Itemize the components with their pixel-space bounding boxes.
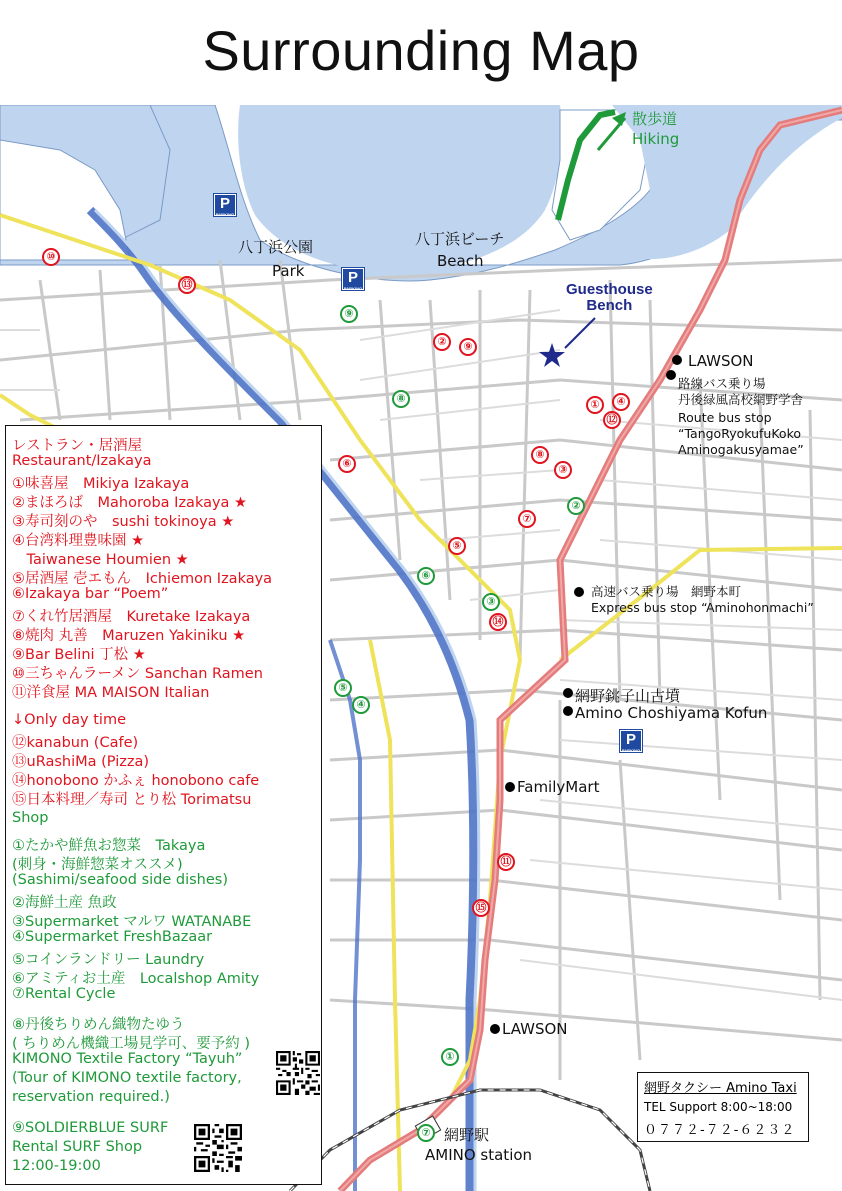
- shop-marker-2[interactable]: ②: [567, 497, 585, 515]
- parking-icon: P PARKING: [621, 731, 641, 753]
- shop8-line: ( ちりめん機織工場見学可、要予約 ): [12, 1036, 251, 1052]
- bus-stop-label-en3: Aminogakusyamae”: [678, 442, 804, 457]
- taxi-name: 網野タクシー Amino Taxi: [644, 1081, 797, 1096]
- daytime-item: ⑭honobono かふぇ honobono cafe: [12, 773, 260, 789]
- parking-icon: P PARKING: [215, 195, 235, 217]
- shop-item: ②海鮮土産 魚政: [12, 895, 117, 911]
- familymart-label: FamilyMart: [517, 778, 600, 796]
- daytime-heading: ↓Only day time: [12, 712, 127, 728]
- shop-heading: Shop: [12, 810, 49, 826]
- restaurant-marker-4[interactable]: ④: [612, 393, 630, 411]
- shop-marker-3[interactable]: ③: [482, 593, 500, 611]
- restaurant-marker-14[interactable]: ⑭: [489, 613, 507, 631]
- restaurant-marker-3[interactable]: ③: [554, 461, 572, 479]
- restaurant-marker-2[interactable]: ②: [433, 333, 451, 351]
- taxi-phone[interactable]: ０７７２-７２-６２３２: [644, 1123, 796, 1138]
- qr-code-icon[interactable]: [194, 1124, 242, 1172]
- taxi-info-box: [637, 1072, 809, 1142]
- guesthouse-label-line1: Guesthouse: [566, 281, 653, 298]
- shop-marker-7[interactable]: ⑦: [417, 1124, 435, 1142]
- station-label-en: AMINO station: [425, 1146, 533, 1164]
- restaurant-item: ⑩三ちゃんラーメン Sanchan Ramen: [12, 666, 263, 682]
- express-bus-label-jp: 高速バス乗り場 網野本町: [591, 584, 742, 599]
- guesthouse-label: [566, 282, 653, 314]
- restaurant-item: ⑧焼肉 丸善 Maruzen Yakiniku ★: [12, 628, 246, 644]
- shop8-line: ⑧丹後ちりめん織物たゆう: [12, 1017, 185, 1033]
- qr-code-icon[interactable]: [276, 1051, 320, 1095]
- beach-label-jp: 八丁浜ビーチ: [415, 230, 505, 248]
- restaurant-item: ②まほろば Mahoroba Izakaya ★: [12, 495, 248, 511]
- park-label-en: Park: [272, 262, 305, 280]
- kofun-label-en: Amino Choshiyama Kofun: [575, 704, 768, 722]
- station-label-jp: 網野駅: [444, 1126, 490, 1144]
- shop-item: ③Supermarket マルワ WATANABE: [12, 914, 252, 930]
- shop-marker-9[interactable]: ⑨: [340, 305, 358, 323]
- shop9-line: ⑨SOLDIERBLUE SURF: [12, 1120, 169, 1136]
- daytime-item: ⑫kanabun (Cafe): [12, 735, 139, 751]
- shop-item: ⑤コインランドリー Laundry: [12, 952, 205, 968]
- lawson-label: LAWSON: [502, 1020, 568, 1038]
- restaurant-marker-12[interactable]: ⑫: [603, 411, 621, 429]
- shop-marker-1[interactable]: ①: [441, 1048, 459, 1066]
- shop8-line: reservation required.): [12, 1089, 170, 1105]
- restaurant-item: ⑥Izakaya bar “Poem”: [12, 586, 169, 602]
- kofun-dot: [563, 706, 573, 716]
- lawson-dot: [490, 1024, 500, 1034]
- guesthouse-label-line2: Bench: [586, 297, 633, 314]
- bus-stop-label-jp2: 丹後緑風高校網野学舎: [678, 392, 804, 407]
- lawson-dot: [672, 355, 682, 365]
- bus-stop-dot: [666, 370, 676, 380]
- express-bus-dot: [574, 587, 584, 597]
- hiking-label-jp: 散歩道: [632, 110, 678, 128]
- shop9-line: 12:00-19:00: [12, 1158, 101, 1174]
- shop-item: (Sashimi/seafood side dishes): [12, 872, 229, 888]
- bus-stop-label-en2: “TangoRyokufuKoko: [678, 426, 802, 441]
- parking-icon: P PARKING: [343, 269, 363, 291]
- restaurant-item: ①味喜屋 Mikiya Izakaya: [12, 476, 190, 492]
- familymart-dot: [505, 782, 515, 792]
- restaurant-item: ⑤居酒屋 壱エもん Ichiemon Izakaya: [12, 571, 273, 587]
- shop-item: ⑥アミティお土産 Localshop Amity: [12, 971, 260, 987]
- shop-marker-5[interactable]: ⑤: [334, 679, 352, 697]
- hiking-label-en: Hiking: [632, 130, 680, 148]
- page-title: Surrounding Map: [202, 19, 640, 82]
- restaurant-marker-6[interactable]: ⑥: [338, 455, 356, 473]
- kofun-dot: [563, 688, 573, 698]
- shop9-line: Rental SURF Shop: [12, 1139, 143, 1155]
- restaurant-marker-13[interactable]: ⑬: [178, 276, 196, 294]
- restaurant-heading-en: Restaurant/Izakaya: [12, 453, 152, 469]
- shop-item: ⑦Rental Cycle: [12, 986, 116, 1002]
- shop-item: ①たかや鮮魚お惣菜 Takaya: [12, 838, 206, 854]
- restaurant-heading-jp: レストラン・居酒屋: [12, 438, 143, 454]
- shop8-line: KIMONO Textile Factory “Tayuh”: [12, 1051, 243, 1067]
- express-bus-label-en: Express bus stop “Aminohonmachi”: [591, 600, 814, 615]
- restaurant-item: ③寿司刻のや sushi tokinoya ★: [12, 514, 235, 530]
- legend-panel: [5, 425, 322, 1185]
- bus-stop-label-jp1: 路線バス乗り場: [678, 376, 766, 391]
- restaurant-item: ④台湾料理豊味園 ★: [12, 533, 145, 549]
- daytime-item: ⑬uRashiMa (Pizza): [12, 754, 149, 770]
- restaurant-marker-15[interactable]: ⑮: [472, 899, 490, 917]
- restaurant-marker-5[interactable]: ⑤: [448, 537, 466, 555]
- restaurant-marker-10[interactable]: ⑩: [42, 248, 60, 266]
- shop-marker-6[interactable]: ⑥: [417, 567, 435, 585]
- beach-label-en: Beach: [437, 252, 484, 270]
- restaurant-marker-11[interactable]: ⑪: [497, 853, 515, 871]
- restaurant-marker-7[interactable]: ⑦: [518, 510, 536, 528]
- park-label-jp: 八丁浜公園: [238, 238, 314, 256]
- taxi-hours: TEL Support 8:00~18:00: [644, 1100, 793, 1114]
- daytime-item: ⑮日本料理／寿司 とり松 Torimatsu: [12, 792, 252, 808]
- restaurant-marker-9[interactable]: ⑨: [459, 338, 477, 356]
- shop-marker-8[interactable]: ⑧: [392, 390, 410, 408]
- shop-item: (刺身・海鮮惣菜オススメ): [12, 857, 183, 873]
- restaurant-marker-1[interactable]: ①: [586, 396, 604, 414]
- restaurant-item: Taiwanese Houmien ★: [12, 552, 189, 568]
- bus-stop-label-en1: Route bus stop: [678, 410, 772, 425]
- kofun-label-jp: 網野銚子山古墳: [575, 687, 681, 705]
- shop-item: ④Supermarket FreshBazaar: [12, 929, 213, 945]
- shop-marker-4[interactable]: ④: [352, 696, 370, 714]
- restaurant-item: ⑪洋食屋 MA MAISON Italian: [12, 685, 210, 701]
- restaurant-item: ⑨Bar Belini 丁松 ★: [12, 647, 146, 663]
- restaurant-marker-8[interactable]: ⑧: [531, 446, 549, 464]
- shop8-line: (Tour of KIMONO textile factory,: [12, 1070, 242, 1086]
- restaurant-item: ⑦くれ竹居酒屋 Kuretake Izakaya: [12, 609, 251, 625]
- lawson-label: LAWSON: [688, 352, 754, 370]
